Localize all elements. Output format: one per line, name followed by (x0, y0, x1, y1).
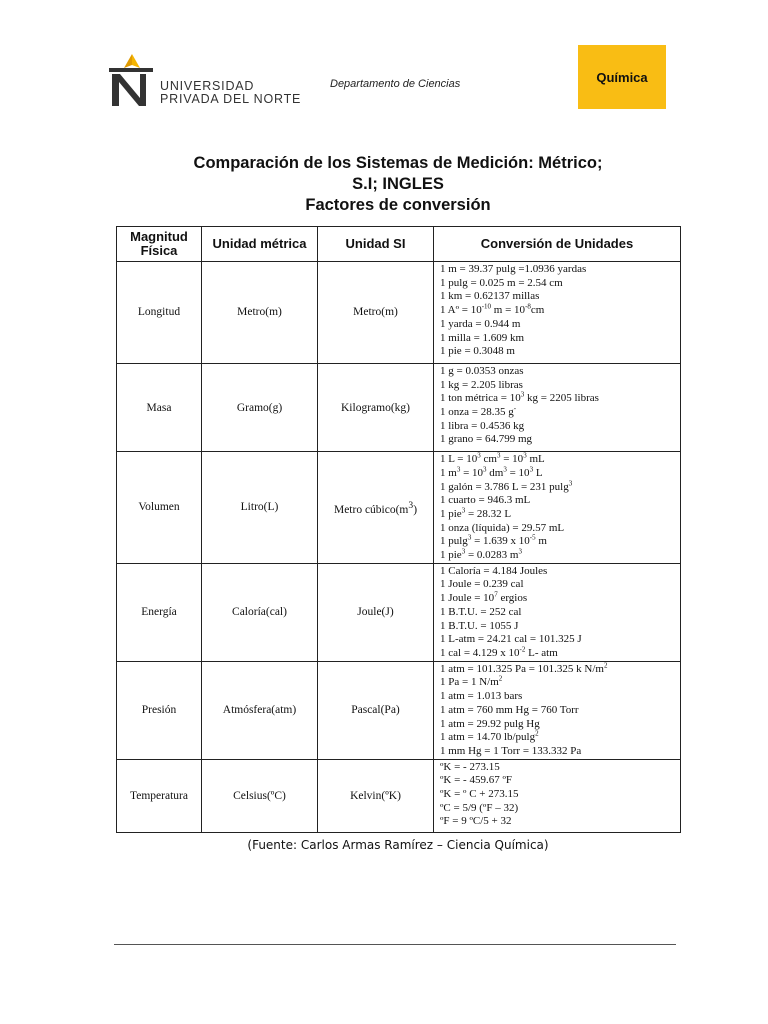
conversion-line: 1 kg = 2.205 libras (440, 378, 523, 391)
table-body (117, 262, 681, 833)
conversion-line: 1 cal = 4.129 x $10^{-2}$ L- atm (440, 645, 558, 659)
conversion-line: 1 atm = 760 mm Hg = 760 Torr (440, 703, 579, 716)
university-logo (108, 52, 302, 110)
conversion-line: 1 mm Hg = 1 Torr = 133.332 Pa (440, 744, 582, 757)
cell-unidad-metrica: Litro(L) (202, 452, 318, 564)
header-unidad-metrica: Unidad métrica (202, 227, 318, 262)
department-label: Departamento de Ciencias (330, 78, 461, 90)
conversion-line: ºK = - 273.15 (440, 760, 500, 773)
conversion-line: 1 Joule = 0.239 cal (440, 578, 524, 591)
cell-magnitud: Temperatura (117, 759, 202, 833)
conversion-line: ºK = º C + 273.15 (440, 788, 519, 801)
conversion-line: 1 galón = 3.786 L = 231 pulg$^3$ (440, 478, 573, 493)
cell-magnitud: Presión (117, 661, 202, 759)
cell-unidad-metrica: Celsius(ºC) (202, 759, 318, 833)
conversion-line: 1 grano = 64.799 mg (440, 433, 533, 446)
conversion-line: 1 pie = 0.3048 m (440, 345, 515, 358)
footer-divider (114, 944, 676, 945)
title-line-2: S.I; INGLES (352, 175, 444, 193)
conversion-line: ºK = - 459.67 ºF (440, 774, 512, 787)
conversion-line: 1 Pa = 1 $N/m^2$ (440, 674, 503, 689)
conversion-line: 1 onza = 28.35 g- (440, 404, 517, 419)
conversion-line: 1 milla = 1.609 km (440, 331, 525, 344)
cell-conversiones (434, 262, 681, 364)
table-row (117, 363, 681, 451)
conversion-line: 1 g = 0.0353 onzas (440, 364, 524, 377)
cell-unidad-metrica: Caloría(cal) (202, 563, 318, 661)
conversion-line: 1 onza (líquida) = 29.57 mL (440, 521, 565, 534)
conversion-line: 1 yarda = 0.944 m (440, 317, 521, 330)
conversion-table (116, 226, 681, 833)
conversion-line: 1 $m^3 = 10^3$ $dm^3 = 10^3$ L (440, 465, 543, 479)
conversion-line: 1 B.T.U. = 252 cal (440, 605, 522, 618)
university-name-line1: UNIVERSIDAD (160, 79, 255, 93)
cell-magnitud: Longitud (117, 262, 202, 364)
header-unidad-si: Unidad SI (318, 227, 434, 262)
conversion-line: 1 pulg$^3$ = 1.639 x $10^{-5}$ m (440, 533, 547, 548)
document-title (116, 153, 680, 216)
conversion-line: 1 cuarto = 946.3 mL (440, 494, 531, 507)
cell-unidad-metrica: Metro(m) (202, 262, 318, 364)
cell-unidad-si: Joule(J) (318, 563, 434, 661)
table-row (117, 452, 681, 564)
cell-magnitud: Energía (117, 563, 202, 661)
conversion-line: 1 pie$^3$ = 0.0283 $m^3$ (440, 547, 522, 562)
title-line-1: Comparación de los Sistemas de Medición: Métrico; (193, 154, 603, 172)
conversion-line: ºC = 5/9 (ºF – 32) (440, 801, 519, 814)
conversion-line: 1 libra = 0.4536 kg (440, 419, 525, 432)
cell-conversiones (434, 661, 681, 759)
conversion-line: 1 $L = 10^3$ $cm^3 = 10^3$ mL (440, 451, 545, 466)
cell-conversiones (434, 759, 681, 833)
conversion-line: 1 Aº = $10^{-10}$ $m = 10^{-8}cm$ (440, 302, 545, 317)
cell-magnitud: Volumen (117, 452, 202, 564)
conversion-line: 1 pie$^3$ = 28.32 L (440, 506, 512, 520)
conversion-line: 1 km = 0.62137 millas (440, 290, 540, 303)
cell-unidad-si: Kelvin(ºK) (318, 759, 434, 833)
source-citation: (Fuente: Carlos Armas Ramírez – Ciencia Química) (247, 838, 549, 852)
header-magnitud: Magnitud Física (117, 227, 202, 262)
cell-unidad-metrica: Gramo(g) (202, 363, 318, 451)
conversion-line: 1 m = 39.37 pulg =1.0936 yardas (440, 263, 587, 275)
conversion-line: 1 atm = 101.325 Pa = 101.325 k $N/m^2$ (440, 661, 608, 675)
conversion-line: 1 ton métrica = $10^3$ kg = 2205 libras (440, 390, 599, 405)
header-conversion: Conversión de Unidades (434, 227, 681, 262)
cell-conversiones (434, 452, 681, 564)
cell-unidad-si: Pascal(Pa) (318, 661, 434, 759)
conversion-line: 1 atm = 29.92 pulg Hg (440, 717, 540, 730)
conversion-line: 1 Caloría = 4.184 Joules (440, 564, 548, 577)
cell-unidad-metrica: Atmósfera(atm) (202, 661, 318, 759)
conversion-line: 1 Joule = $10^7$ ergios (440, 590, 528, 605)
cell-unidad-si: Kilogramo(kg) (318, 363, 434, 451)
cell-conversiones (434, 563, 681, 661)
conversion-line: 1 pulg = 0.025 m = 2.54 cm (440, 276, 563, 289)
cell-unidad-si: Metro $cúbico(m^3)$ (318, 452, 434, 564)
table-row (117, 759, 681, 833)
title-line-3: Factores de conversión (305, 196, 491, 214)
cell-conversiones (434, 363, 681, 451)
conversion-line: ºF = 9 ºC/5 + 32 (440, 815, 512, 828)
cell-magnitud: Masa (117, 363, 202, 451)
table-row (117, 262, 681, 364)
university-name-line2: PRIVADA DEL NORTE (160, 92, 302, 106)
table-header-row (117, 227, 681, 262)
cell-unidad-si: Metro(m) (318, 262, 434, 364)
subject-badge: Química (578, 45, 666, 109)
table-row (117, 563, 681, 661)
conversion-line: 1 B.T.U. = 1055 J (440, 619, 519, 632)
table-row (117, 661, 681, 759)
conversion-line: 1 atm = 14.70 lb/pulg$^2$ (440, 729, 539, 744)
conversion-line: 1 atm = 1.013 bars (440, 690, 523, 703)
university-emblem-icon (108, 52, 154, 108)
conversion-line: 1 L-atm = 24.21 cal = 101.325 J (440, 633, 582, 646)
